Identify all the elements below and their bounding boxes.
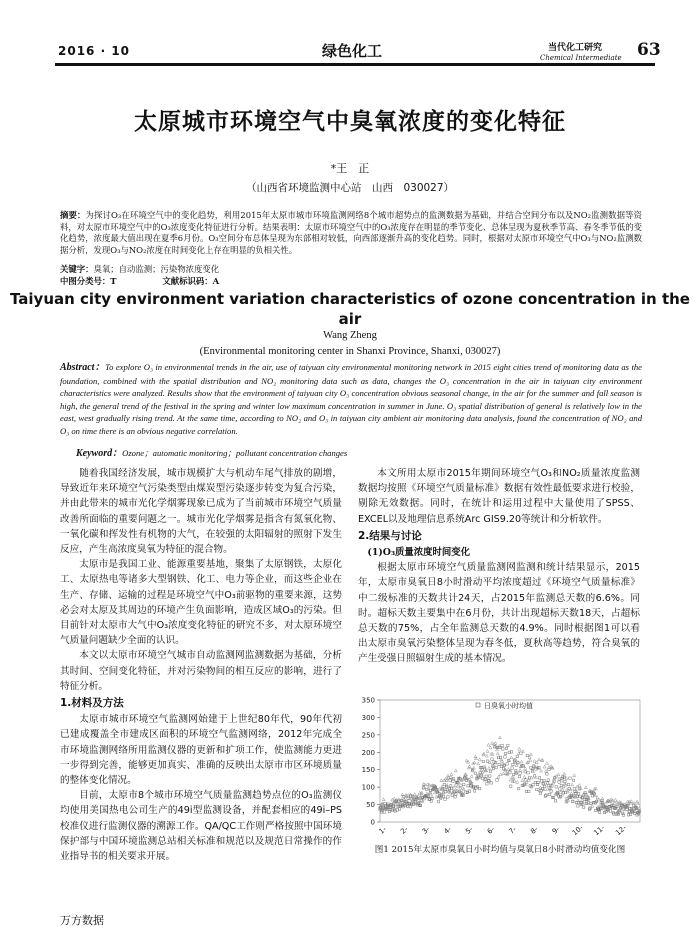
data-point: [443, 783, 445, 785]
data-point: [518, 775, 520, 777]
data-point: [498, 736, 501, 739]
data-point: [403, 798, 406, 801]
header-rule: [55, 63, 655, 66]
data-point: [456, 781, 458, 783]
data-point: [583, 801, 585, 803]
data-point: [545, 769, 548, 772]
english-author: Wang Zheng: [323, 330, 377, 341]
data-point: [524, 767, 527, 770]
data-point: [470, 774, 473, 777]
x-tick-label: 10-: [570, 823, 585, 838]
data-point: [542, 788, 545, 791]
data-point: [544, 795, 546, 797]
paragraph: 目前，太原市8个城市环境空气质量监测趋势点位的O₃监测仪均使用美国热电公司生产的49i型监测设备，并配套相应的49i–PS校准仪进行监测仪器的溯源工作。QA/QC工作则严格按照中国环境保护部与中国环境监测总站相关标准和规范以及规范日常操作的作业指导书的相关要求开展。: [60, 790, 342, 863]
english-affiliation: (Environmental monitoring center in Shanxi Province, Shanxi, 030027): [199, 346, 501, 357]
data-point: [538, 789, 541, 792]
magazine-name-en: Chemical Intermediate: [540, 54, 622, 62]
data-point: [445, 779, 448, 782]
data-point: [527, 778, 530, 781]
subsection-heading: (1)O₃质量浓度时间变化: [367, 547, 471, 559]
x-tick-label: 11-: [592, 823, 607, 838]
clc-value: T: [110, 276, 117, 286]
legend-label: 日臭氧小时均值: [484, 702, 533, 710]
data-point: [480, 772, 483, 775]
data-point: [545, 762, 548, 765]
data-point: [516, 755, 518, 757]
data-point: [537, 758, 540, 761]
data-point: [502, 772, 505, 775]
paragraph: 本文以太原市环境空气城市自动监测网监测数据为基础，分析其时间、空间变化特征，并对污染物间的相互反应的影响，进行了特征分析。: [60, 650, 342, 692]
article-title: 太原城市环境空气中臭氧浓度的变化特征: [134, 109, 566, 135]
body-left-column: [60, 466, 342, 864]
abstract-en-label: Abstract：: [60, 362, 106, 373]
data-point: [527, 772, 529, 774]
data-point: [573, 788, 575, 790]
doccode-label: 文献标识码：: [162, 276, 213, 286]
data-point: [506, 763, 508, 765]
issue-date: 2016 · 10: [58, 44, 131, 58]
data-point: [463, 783, 465, 785]
data-point: [521, 779, 524, 782]
y-tick-label: 250: [361, 731, 375, 740]
paragraph: 太原市是我国工业、能源重要基地，聚集了太原钢铁，太原化工、太原热电等诸多大型钢铁、化工、电力等企业，而这些企业在生产、存储、运输的过程是环境空气中O₃前驱物的重要来源，这势必会对太原及其周边的环境产生负面影响，造成区域O₃的污染。但目前针对太原市大气中O₃浓度变化特征的研究不多，对太原环境空气质量问题缺少全面的认识。: [60, 559, 342, 647]
data-point: [438, 787, 441, 790]
data-point: [567, 783, 569, 785]
data-point: [454, 796, 456, 798]
data-point: [529, 753, 532, 756]
data-point: [549, 793, 551, 795]
data-point: [561, 788, 564, 791]
data-point: [450, 785, 452, 787]
data-point: [496, 748, 499, 751]
data-point: [457, 785, 460, 788]
page-number: 63: [637, 40, 661, 60]
data-point: [547, 779, 549, 781]
data-point: [491, 758, 493, 760]
data-point: [477, 762, 480, 765]
x-tick-label: 7-: [507, 825, 518, 836]
data-point: [571, 783, 574, 786]
data-point: [493, 761, 495, 763]
x-tick-label: 12-: [614, 823, 628, 838]
x-tick-label: 4-: [442, 825, 453, 836]
x-tick-label: 3-: [420, 825, 432, 836]
data-point: [554, 800, 556, 802]
abstract-cn: [60, 210, 642, 256]
author: *王 正: [330, 162, 370, 175]
data-point: [636, 802, 639, 805]
data-point: [440, 779, 443, 782]
data-point: [519, 772, 521, 774]
data-point: [539, 792, 541, 794]
data-point: [486, 783, 488, 785]
y-tick-label: 300: [361, 713, 375, 722]
data-point: [451, 794, 453, 796]
section-heading: 1.材料及方法: [60, 697, 124, 710]
data-point: [543, 765, 546, 768]
data-point: [489, 746, 492, 749]
abstract-label: 摘要：: [60, 210, 86, 220]
data-point: [510, 756, 513, 759]
data-point: [551, 785, 553, 787]
data-point: [559, 788, 561, 790]
x-tick-label: 5-: [464, 825, 475, 836]
data-point: [598, 811, 600, 813]
data-point: [563, 772, 566, 775]
data-point: [454, 784, 457, 787]
data-point: [557, 773, 560, 776]
data-point: [579, 787, 582, 790]
data-point: [504, 756, 506, 758]
y-tick-label: 150: [361, 766, 375, 775]
data-point: [538, 777, 540, 779]
data-point: [510, 785, 512, 787]
data-point: [413, 793, 416, 796]
paragraph: 本文所用太原市2015年期间环境空气O₃和NO₂质量浓度监测数据均按照《环境空气质量标准》数据有效性最低要求进行校验，剔除无效数据。同时，在统计和运用过程中大量使用了SPSS、EXCEL以及地理信息系统Arc GIS9.20等统计和分析软件。: [358, 468, 640, 525]
data-point: [495, 766, 497, 768]
keywords-en-text: Ozone；automatic monitoring；pollutant concentration changes: [122, 448, 348, 458]
x-tick-label: 1-: [377, 825, 388, 836]
abstract-en-text: To explore O₃ in environmental trends in the air, use of taiyuan city environmental monitoring network in 2015 eight cities trend of monitoring data as the foundation, combined with the spatial distribution and NO₂ monitoring data such as data, changes the O₃ concentration in the air in taiyuan city environment characteristics were analyzed. Results show that the environment of taiyuan city O₃ concentration obvious seasonal change, in the air for the summer and fall season is high, the general trend of the festival in the spring and winter low maximum concentration in summer in June. O₃ spatial distribution of general is relatively low in the east, west gradually rising trend. At the same time, according to NO₂ and O₃ in taiyuan city ambient air monitoring data analysis, found the concentration of NO₂ and O₃ on time there is an obvious negative correlation.: [60, 362, 642, 436]
data-point: [488, 766, 491, 769]
data-point: [507, 744, 509, 746]
abstract-text: 为探讨O₃在环境空气中的变化趋势，利用2015年太原市城市环境监测网络8个城市超势点的监测数据为基础，并结合空间分布以及NO₂监测数据等资料，对太原市环境空气中的O₃浓度变化特征进行分析。结果表明：太原市环境空气中的O₃浓度存在明显的季节变化、总体呈现为夏秋季节高、春冬季节低的变化趋势，浓度最大值出现在夏季6月份。O₃空间分布总体呈现为东部相对较低，向西部逐渐升高的变化趋势。同时，根据对太原市环境空气中O₃与NO₂监测数据分析，发现O₃与NO₂浓度在时间变化上存在明显的负相关性。: [60, 210, 642, 255]
data-point: [621, 812, 623, 814]
x-tick-label: 8-: [529, 825, 540, 836]
data-point: [511, 767, 513, 769]
english-title: Taiyuan city environment variation characteristics of ozone concentration in the air: [10, 290, 690, 328]
data-point: [485, 775, 487, 777]
data-point: [474, 772, 476, 774]
data-point: [457, 782, 459, 784]
figure-caption: 图1 2015年太原市臭氧日小时均值与臭氧日8小时滑动均值变化图: [374, 845, 626, 855]
data-point: [427, 786, 430, 789]
data-point: [573, 774, 576, 777]
data-point: [496, 779, 498, 781]
data-point: [533, 759, 536, 762]
data-point: [570, 792, 573, 795]
keywords-cn: [60, 263, 642, 275]
clc-label: 中图分类号：: [60, 276, 111, 286]
data-point: [613, 802, 616, 805]
paragraph: 太原市城市环境空气监测网始建于上世纪80年代，90年代初已建成覆盖全市建成区面积的环境空气监测网络，2012年完成全市环境监测网络所用监测仪器的更新和扩项工作，使监测能力更进一步得到完善，能够更加真实、准确的反映出太原市市区环境质量的整体变化情况。: [60, 714, 342, 787]
data-point: [536, 788, 538, 790]
data-point: [486, 750, 489, 753]
data-point: [505, 747, 507, 749]
data-point: [520, 760, 523, 763]
data-point: [561, 793, 564, 796]
keywords-en: [76, 444, 646, 459]
y-tick-label: 200: [361, 748, 375, 757]
data-point: [572, 779, 574, 781]
data-point: [517, 787, 519, 789]
data-point: [487, 743, 490, 746]
data-point: [577, 793, 579, 795]
affiliation: （山西省环境监测中心站 山西 030027）: [245, 182, 455, 194]
data-point: [482, 760, 484, 762]
data-point: [380, 811, 382, 813]
magazine-name: 当代化工研究: [548, 43, 603, 53]
data-point: [425, 792, 428, 795]
data-point: [546, 773, 548, 775]
data-point: [582, 806, 584, 808]
data-point: [487, 779, 489, 781]
data-point: [492, 767, 494, 769]
data-point: [569, 788, 572, 791]
body-right-column: [358, 466, 640, 667]
data-point: [545, 794, 547, 796]
data-point: [490, 752, 493, 755]
data-point: [479, 766, 481, 768]
section-heading: 2.结果与讨论: [358, 529, 422, 542]
x-tick-label: 9-: [550, 825, 562, 836]
data-point: [496, 752, 499, 755]
data-point: [502, 748, 504, 750]
data-point: [492, 764, 495, 767]
data-point: [494, 762, 496, 764]
data-point: [529, 785, 531, 787]
data-point: [489, 770, 491, 772]
data-point: [489, 775, 491, 777]
keywords-text: 臭氧；自动监测；污染物浓度变化: [93, 264, 220, 274]
data-point: [446, 784, 449, 787]
data-point: [455, 781, 457, 783]
data-point: [512, 763, 514, 765]
data-point: [512, 773, 514, 775]
paragraph: 根据太原市环境空气质量监测网监测和统计结果显示，2015年，太原市臭氧日8小时滑动平均浓度超过《环境空气质量标准》中二级标准的天数共计24天，占2015年监测总天数的6.6%。同时。超标天数主要集中在6月份，共计出现超标天数18天，占超标总天数的75%，占全年监测总天数的4.9%。同时根据图1可以看出太原市臭氧污染整体呈现为春冬低，夏秋高等趋势，符合臭氧的产生受强日照辐射生成的基本情况。: [358, 562, 640, 665]
publisher-footer: 万方数据: [60, 914, 104, 927]
data-point: [524, 771, 526, 773]
data-point: [584, 786, 587, 789]
data-point: [499, 773, 502, 776]
keywords-label: 关键字：: [60, 264, 94, 274]
data-point: [409, 793, 412, 796]
data-point: [445, 786, 447, 788]
data-point: [591, 804, 594, 807]
data-point: [529, 759, 532, 762]
data-point: [522, 750, 525, 753]
data-point: [555, 786, 557, 788]
x-tick-label: 2-: [399, 825, 410, 836]
data-point: [560, 784, 562, 786]
data-point: [498, 744, 501, 747]
data-point: [578, 784, 581, 787]
data-point: [437, 801, 439, 803]
data-point: [473, 790, 475, 792]
data-point: [382, 798, 385, 801]
doccode-value: A: [212, 276, 220, 286]
data-point: [516, 781, 519, 784]
classification: [60, 275, 642, 287]
keywords-en-label: Keyword：: [76, 448, 123, 459]
data-point: [518, 747, 521, 750]
legend-marker: [476, 703, 480, 707]
data-point: [569, 777, 571, 779]
data-point: [447, 796, 449, 798]
data-point: [478, 758, 481, 761]
section-title: 绿色化工: [322, 42, 383, 60]
data-point: [452, 780, 454, 782]
data-point: [622, 814, 624, 816]
data-point: [459, 783, 462, 786]
y-tick-label: 50: [366, 801, 375, 810]
data-point: [486, 760, 488, 762]
data-point: [401, 793, 404, 796]
data-point: [481, 777, 483, 779]
x-tick-label: 6-: [485, 825, 497, 836]
y-tick-label: 0: [370, 818, 375, 827]
data-point: [472, 766, 475, 769]
data-point: [444, 798, 446, 800]
data-point: [454, 769, 457, 772]
y-tick-label: 100: [361, 783, 375, 792]
data-point: [519, 769, 522, 772]
data-point: [504, 752, 506, 754]
data-point: [475, 757, 478, 760]
paragraph: 随着我国经济发展，城市规模扩大与机动车尾气排放的剧增，导致近年来环境空气污染类型由煤炭型污染逐步转变为复合污染，并由此带来的城市光化学烟雾现象已成为了当前城市环境空气质量改善所面临的重要问题之一。城市光化学烟雾是指含有氮氧化物、一氧化碳和挥发性有机物的大气，在较强的太阳辐射的照射下发生反应，产生高浓度臭氧为特征的混合物。: [60, 468, 342, 556]
ozone-chart: [356, 694, 646, 844]
data-point: [450, 773, 453, 776]
data-point: [540, 769, 543, 772]
data-point: [526, 754, 528, 756]
abstract-en: [60, 361, 642, 438]
data-point: [523, 775, 526, 778]
data-point: [638, 807, 641, 810]
y-tick-label: 350: [361, 696, 375, 705]
data-point: [485, 754, 488, 757]
